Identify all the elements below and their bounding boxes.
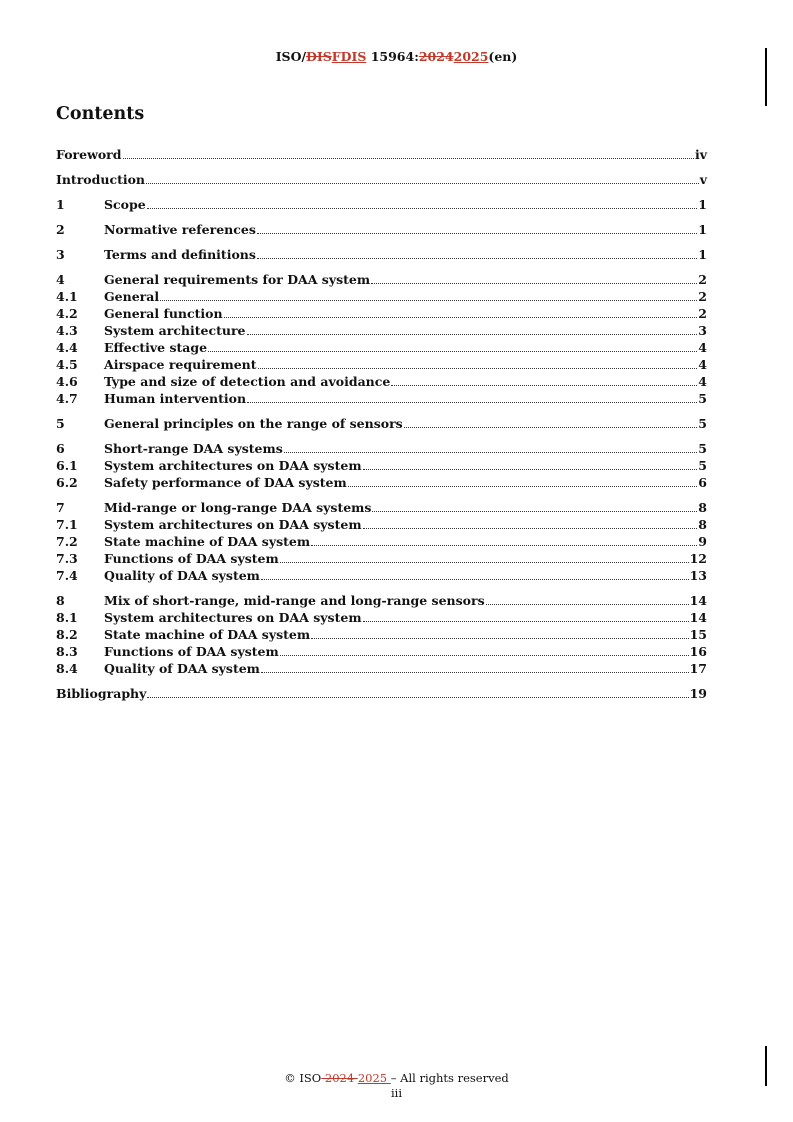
header-prefix: ISO/	[275, 49, 307, 64]
toc-entry-page: 2	[698, 272, 707, 287]
toc-entry[interactable]	[56, 592, 707, 609]
toc-leader-dots	[257, 258, 697, 259]
toc-entry-page: 12	[689, 551, 707, 566]
toc-entry-title: Functions of DAA system	[104, 644, 279, 659]
toc-entry-number: 8.1	[56, 610, 78, 625]
toc-entry-number: 4.7	[56, 391, 78, 406]
toc-entry-page: iv	[694, 147, 707, 162]
toc-entry[interactable]	[56, 339, 707, 356]
toc-leader-dots	[224, 317, 698, 318]
toc-entry-title: State machine of DAA system	[104, 534, 311, 549]
toc-entry-number: 4.5	[56, 357, 78, 372]
toc-entry-page: 5	[698, 441, 707, 456]
toc-entry[interactable]	[56, 440, 707, 457]
toc-leader-dots	[280, 562, 689, 563]
toc-entry[interactable]	[56, 305, 707, 322]
toc-entry-title: System architectures on DAA system	[104, 517, 362, 532]
toc-entry[interactable]	[56, 271, 707, 288]
toc-entry[interactable]	[56, 171, 707, 188]
toc-entry-number: 7.4	[56, 568, 78, 583]
toc-leader-dots	[257, 233, 697, 234]
toc-entry-page: 2	[698, 306, 707, 321]
header-suffix: (en)	[488, 49, 518, 64]
toc-entry-page: 16	[689, 644, 707, 659]
toc-entry-number: 7.3	[56, 551, 78, 566]
toc-entry-page: v	[699, 172, 707, 187]
toc-entry-title: Bibliography	[56, 686, 147, 701]
toc-leader-dots	[348, 486, 698, 487]
toc-entry[interactable]	[56, 146, 707, 163]
header-deleted-year: 2024	[418, 49, 454, 64]
toc-leader-dots	[284, 452, 698, 453]
page-footer	[0, 1071, 793, 1101]
toc-leader-dots	[372, 511, 697, 512]
toc-entry-title: General requirements for DAA system	[104, 272, 371, 287]
toc-entry[interactable]	[56, 626, 707, 643]
toc-entry[interactable]	[56, 499, 707, 516]
toc-leader-dots	[311, 638, 689, 639]
toc-entry-title: Short-range DAA systems	[104, 441, 283, 456]
toc-entry-number: 5	[56, 416, 65, 431]
toc-entry[interactable]	[56, 322, 707, 339]
toc-entry-number: 8.4	[56, 661, 78, 676]
toc-entry-page: 17	[689, 661, 707, 676]
header-inserted-stage: FDIS	[331, 49, 367, 64]
toc-entry-page: 9	[698, 534, 707, 549]
toc-entry-number: 6.2	[56, 475, 78, 490]
toc-leader-dots	[404, 427, 698, 428]
toc-entry-page: 6	[698, 475, 707, 490]
toc-entry-number: 6	[56, 441, 65, 456]
toc-entry-page: 8	[698, 500, 707, 515]
toc-entry-number: 7.2	[56, 534, 78, 549]
toc-leader-dots	[258, 368, 698, 369]
toc-entry[interactable]	[56, 196, 707, 213]
toc-entry[interactable]	[56, 533, 707, 550]
toc-entry[interactable]	[56, 221, 707, 238]
toc-entry-number: 4.3	[56, 323, 78, 338]
toc-leader-dots	[486, 604, 689, 605]
toc-entry-number: 1	[56, 197, 65, 212]
toc-entry-title: Airspace requirement	[104, 357, 257, 372]
toc-leader-dots	[391, 385, 697, 386]
toc-entry-title: Foreword	[56, 147, 122, 162]
toc-entry-title: System architectures on DAA system	[104, 610, 362, 625]
toc-entry-title: Mid-range or long-range DAA systems	[104, 500, 372, 515]
toc-entry-title: System architecture	[104, 323, 246, 338]
toc-entry-title: General function	[104, 306, 223, 321]
toc-entry-number: 4.4	[56, 340, 78, 355]
toc-entry-title: Functions of DAA system	[104, 551, 279, 566]
toc-entry-page: 14	[689, 593, 707, 608]
toc-entry[interactable]	[56, 356, 707, 373]
toc-entry-number: 2	[56, 222, 65, 237]
toc-entry-title: Introduction	[56, 172, 146, 187]
toc-entry-page: 5	[698, 416, 707, 431]
toc-entry-number: 7	[56, 500, 65, 515]
toc-entry[interactable]	[56, 567, 707, 584]
page-title: Contents	[56, 104, 145, 124]
toc-leader-dots	[311, 545, 697, 546]
toc-entry-title: Quality of DAA system	[104, 568, 260, 583]
toc-leader-dots	[147, 208, 698, 209]
toc-leader-dots	[147, 697, 688, 698]
toc-entry-page: 13	[689, 568, 707, 583]
toc-entry[interactable]	[56, 415, 707, 432]
toc-leader-dots	[123, 158, 694, 159]
page-number: iii	[390, 1086, 403, 1100]
toc-entry-title: Mix of short-range, mid-range and long-range sensors	[104, 593, 485, 608]
toc-entry[interactable]	[56, 685, 707, 702]
document-header	[0, 49, 793, 64]
toc-leader-dots	[208, 351, 697, 352]
toc-entry-number: 3	[56, 247, 65, 262]
toc-entry-page: 15	[689, 627, 707, 642]
toc-entry-number: 4	[56, 272, 65, 287]
toc-entry-page: 1	[698, 197, 707, 212]
toc-entry-number: 4.6	[56, 374, 78, 389]
toc-entry-page: 4	[698, 340, 707, 355]
toc-entry-title: System architectures on DAA system	[104, 458, 362, 473]
toc-entry[interactable]	[56, 390, 707, 407]
toc-entry-title: Terms and definitions	[104, 247, 256, 262]
toc-entry[interactable]	[56, 516, 707, 533]
toc-leader-dots	[363, 469, 698, 470]
toc-entry-page: 1	[698, 247, 707, 262]
toc-leader-dots	[280, 655, 689, 656]
toc-entry-page: 2	[698, 289, 707, 304]
toc-leader-dots	[261, 672, 689, 673]
toc-entry-title: Effective stage	[104, 340, 208, 355]
toc-entry-title: General	[104, 289, 160, 304]
toc-entry-title: Scope	[104, 197, 146, 212]
toc-entry-number: 4.2	[56, 306, 78, 321]
toc-leader-dots	[247, 334, 698, 335]
footer-prefix: © ISO	[284, 1071, 322, 1085]
toc-entry-number: 7.1	[56, 517, 78, 532]
toc-entry-number: 8	[56, 593, 65, 608]
toc-entry-title: State machine of DAA system	[104, 627, 311, 642]
header-number: 15964:	[366, 49, 419, 64]
toc-entry-title: Quality of DAA system	[104, 661, 260, 676]
toc-entry-page: 3	[698, 323, 707, 338]
toc-entry[interactable]	[56, 373, 707, 390]
table-of-contents	[56, 146, 707, 702]
copyright-line	[0, 1071, 793, 1086]
toc-entry[interactable]	[56, 550, 707, 567]
toc-leader-dots	[160, 300, 697, 301]
toc-entry[interactable]	[56, 474, 707, 491]
header-deleted-stage: DIS	[306, 49, 332, 64]
toc-leader-dots	[146, 183, 699, 184]
toc-entry[interactable]	[56, 609, 707, 626]
toc-entry-number: 8.3	[56, 644, 78, 659]
toc-leader-dots	[247, 402, 697, 403]
toc-entry-number: 8.2	[56, 627, 78, 642]
toc-entry-page: 5	[698, 391, 707, 406]
toc-entry[interactable]	[56, 246, 707, 263]
toc-entry[interactable]	[56, 288, 707, 305]
toc-entry[interactable]	[56, 660, 707, 677]
toc-entry-number: 4.1	[56, 289, 78, 304]
footer-inserted-year: 2025	[357, 1071, 391, 1085]
toc-entry[interactable]	[56, 457, 707, 474]
toc-entry-page: 8	[698, 517, 707, 532]
toc-entry-title: Type and size of detection and avoidance	[104, 374, 391, 389]
header-inserted-year: 2025	[453, 49, 489, 64]
toc-leader-dots	[363, 528, 698, 529]
toc-entry-page: 4	[698, 374, 707, 389]
toc-leader-dots	[261, 579, 689, 580]
toc-entry-number: 6.1	[56, 458, 78, 473]
toc-leader-dots	[371, 283, 697, 284]
toc-entry-title: Normative references	[104, 222, 256, 237]
footer-deleted-year: 2024	[321, 1071, 358, 1085]
toc-entry-page: 14	[689, 610, 707, 625]
toc-entry-page: 19	[689, 686, 707, 701]
toc-entry-title: Safety performance of DAA system	[104, 475, 347, 490]
toc-leader-dots	[363, 621, 689, 622]
toc-entry-page: 5	[698, 458, 707, 473]
footer-suffix: – All rights reserved	[390, 1071, 509, 1085]
toc-entry-title: General principles on the range of sensors	[104, 416, 403, 431]
toc-entry[interactable]	[56, 643, 707, 660]
toc-entry-title: Human intervention	[104, 391, 247, 406]
toc-entry-page: 1	[698, 222, 707, 237]
toc-entry-page: 4	[698, 357, 707, 372]
